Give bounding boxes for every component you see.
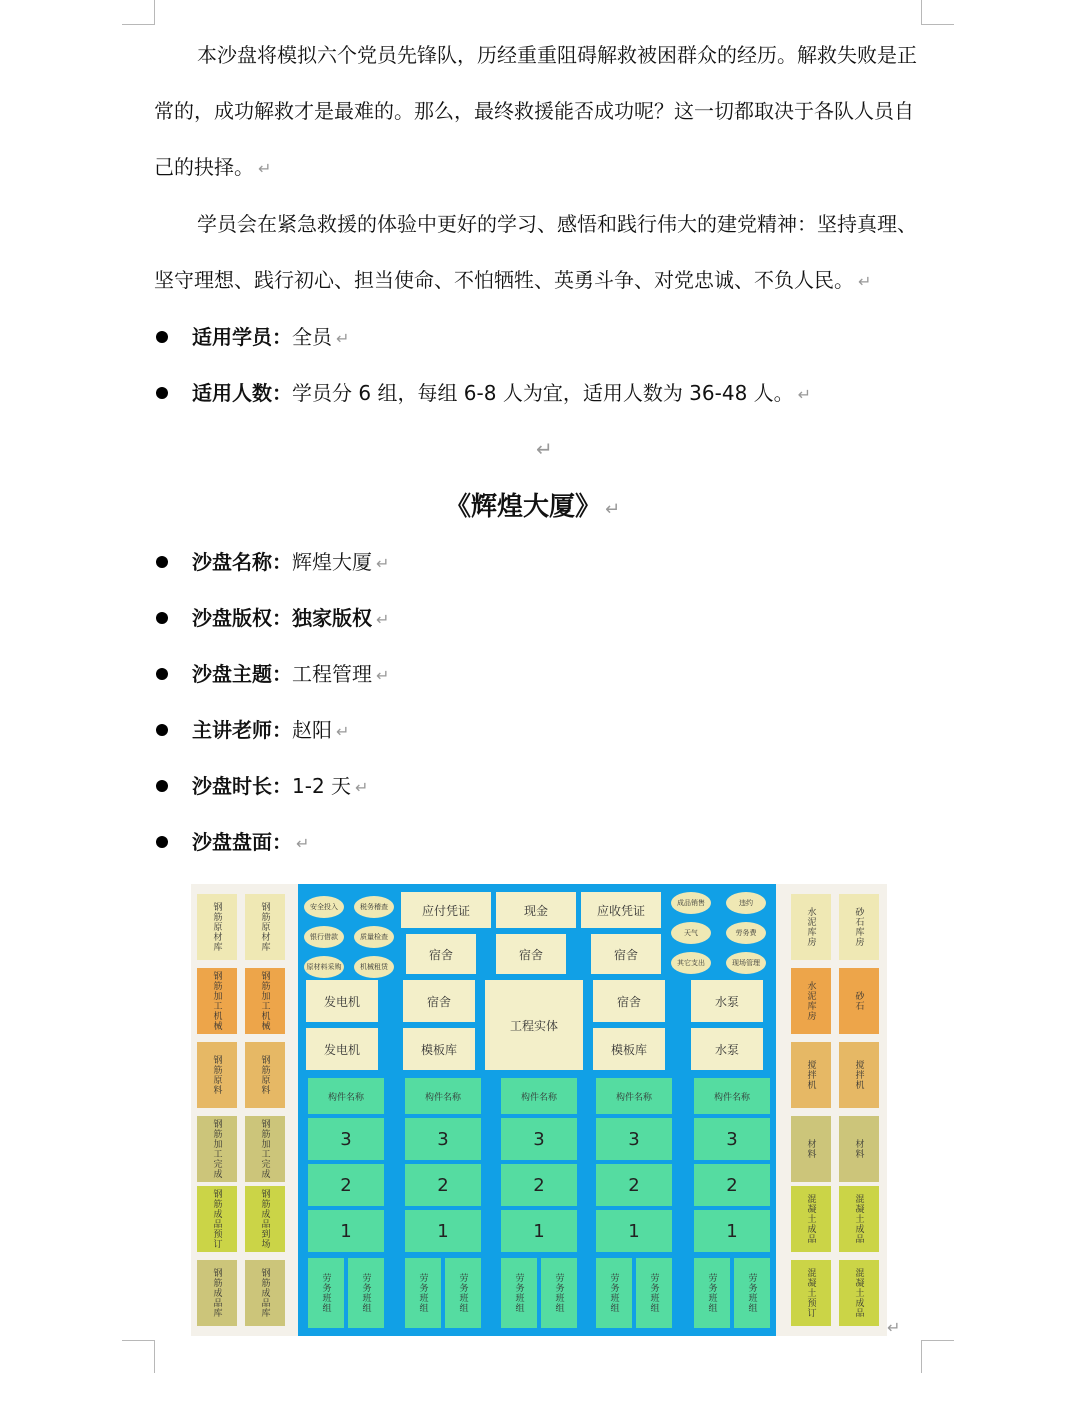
component-name-card: 构件名称	[308, 1078, 384, 1114]
right-column-card: 搅拌机	[839, 1042, 879, 1108]
left-column-card: 钢筋成品库	[245, 1260, 285, 1326]
paragraph-mark: ↵	[355, 778, 369, 797]
bullet-label: 适用学员：	[192, 325, 292, 349]
intro-paragraph-2-text: 学员会在紧急救援的体验中更好的学习、感悟和践行伟大的建党精神：坚持真理、坚守理想、践行初心、担当使命、不怕牺牲、英勇斗争、对党忠诚、不负人民。	[154, 212, 917, 292]
labor-team-card: 劳务班组	[348, 1258, 384, 1328]
labor-team-card: 劳务班组	[445, 1258, 481, 1328]
event-oval-card: 质量检查	[354, 926, 394, 948]
section-title-text: 《辉煌大厦》	[444, 492, 601, 522]
right-column-card: 混凝土成品	[839, 1260, 879, 1326]
component-name-card: 构件名称	[501, 1078, 577, 1114]
level-3-card: 3	[405, 1118, 481, 1160]
bullet-value: 工程管理	[292, 662, 372, 686]
bullet-label: 适用人数：	[192, 381, 292, 405]
right-column-card: 混凝土成品	[791, 1186, 831, 1252]
left-column-card: 钢筋成品预订	[197, 1186, 237, 1252]
right-column-card: 砂石	[839, 968, 879, 1034]
paragraph-mark: ↵	[336, 722, 350, 741]
event-oval-card: 银行借款	[304, 926, 344, 948]
paragraph-mark: ↵	[376, 554, 390, 573]
bullet-value: 学员分 6 组，每组 6-8 人为宜，适用人数为 36-48 人。	[292, 381, 794, 405]
event-oval-card: 税务稽查	[354, 896, 394, 918]
event-oval-card: 违约	[726, 892, 766, 914]
left-column-card: 钢筋加工机械	[245, 968, 285, 1034]
level-1-card: 1	[308, 1210, 384, 1252]
dorm-card: 宿舍	[403, 980, 475, 1022]
right-column-card: 水泥库房	[791, 894, 831, 960]
empty-paragraph-mark: ↵	[536, 437, 553, 461]
labor-team-card: 劳务班组	[405, 1258, 441, 1328]
component-name-card: 构件名称	[694, 1078, 770, 1114]
crop-mark-bottom-right	[921, 1340, 954, 1373]
labor-team-card: 劳务班组	[308, 1258, 344, 1328]
right-column-card: 水泥库房	[791, 968, 831, 1034]
bullet-dot	[156, 724, 168, 736]
dorm-card: 宿舍	[496, 934, 566, 974]
water-pump-card: 水泵	[691, 1028, 763, 1070]
labor-team-card: 劳务班组	[501, 1258, 537, 1328]
level-3-card: 3	[308, 1118, 384, 1160]
left-column-card: 钢筋加工机械	[197, 968, 237, 1034]
level-2-card: 2	[405, 1164, 481, 1206]
paragraph-mark: ↵	[376, 610, 390, 629]
crop-mark-top-right	[921, 0, 954, 25]
bullet-dot	[156, 331, 168, 343]
bullet-dot	[156, 836, 168, 848]
paragraph-mark: ↵	[858, 272, 872, 291]
event-oval-card: 原材料采购	[304, 956, 344, 978]
bullet-value: 赵阳	[292, 718, 332, 742]
bullet-value: 全员	[292, 325, 332, 349]
level-2-card: 2	[596, 1164, 672, 1206]
bullet-dot	[156, 556, 168, 568]
paragraph-mark: ↵	[797, 385, 812, 404]
intro-paragraph-1	[154, 27, 926, 197]
level-1-card: 1	[694, 1210, 770, 1252]
labor-team-card: 劳务班组	[541, 1258, 577, 1328]
level-2-card: 2	[501, 1164, 577, 1206]
receivable-voucher-card: 应收凭证	[581, 892, 661, 928]
left-column-card: 钢筋原材库	[245, 894, 285, 960]
paragraph-mark: ↵	[887, 1318, 901, 1337]
component-name-card: 构件名称	[596, 1078, 672, 1114]
labor-team-card: 劳务班组	[734, 1258, 770, 1328]
level-3-card: 3	[694, 1118, 770, 1160]
bullet-value: 独家版权	[292, 606, 372, 630]
dorm-card: 宿舍	[593, 980, 665, 1022]
water-pump-card: 水泵	[691, 980, 763, 1022]
labor-team-card: 劳务班组	[694, 1258, 730, 1328]
bullet-dot	[156, 612, 168, 624]
level-1-card: 1	[596, 1210, 672, 1252]
right-column-card: 砂石库房	[839, 894, 879, 960]
bullet-value: 1-2 天	[292, 774, 352, 798]
level-2-card: 2	[308, 1164, 384, 1206]
labor-team-card: 劳务班组	[596, 1258, 632, 1328]
right-column-card: 材料	[791, 1116, 831, 1182]
event-oval-card: 天气	[671, 922, 711, 944]
component-name-card: 构件名称	[405, 1078, 481, 1114]
generator-card: 发电机	[306, 1028, 378, 1070]
level-2-card: 2	[694, 1164, 770, 1206]
paragraph-mark: ↵	[604, 499, 621, 520]
right-column-card: 搅拌机	[791, 1042, 831, 1108]
left-column-card: 钢筋原料	[245, 1042, 285, 1108]
bullet-label: 沙盘版权：	[192, 606, 292, 630]
generator-card: 发电机	[306, 980, 378, 1022]
paragraph-mark: ↵	[258, 159, 272, 178]
crop-mark-top-left	[122, 0, 155, 25]
left-column-card: 钢筋加工完成	[245, 1116, 285, 1182]
event-oval-card: 劳务费	[726, 922, 766, 944]
labor-team-card: 劳务班组	[636, 1258, 672, 1328]
paragraph-mark: ↵	[376, 666, 390, 685]
right-column-card: 混凝土成品	[839, 1186, 879, 1252]
dorm-card: 宿舍	[406, 934, 476, 974]
right-column-card: 混凝土预订	[791, 1260, 831, 1326]
paragraph-mark: ↵	[336, 329, 350, 348]
bullet-dot	[156, 668, 168, 680]
left-column-card: 钢筋成品库	[197, 1260, 237, 1326]
event-oval-card: 安全投入	[304, 896, 344, 918]
left-column-card: 钢筋加工完成	[197, 1116, 237, 1182]
level-3-card: 3	[501, 1118, 577, 1160]
cash-card: 现金	[496, 892, 576, 928]
template-store-card: 模板库	[403, 1028, 475, 1070]
bullet-dot	[156, 780, 168, 792]
level-3-card: 3	[596, 1118, 672, 1160]
intro-paragraph-1-text: 本沙盘将模拟六个党员先锋队，历经重重阻碍解救被困群众的经历。解救失败是正常的，成功解救才是最难的。那么，最终救援能否成功呢？这一切都取决于各队人员自己的抉择。	[154, 43, 917, 179]
event-oval-card: 现场管理	[726, 952, 766, 974]
left-column-card: 钢筋原料	[197, 1042, 237, 1108]
intro-paragraph-2	[154, 196, 926, 310]
payable-voucher-card: 应付凭证	[401, 892, 491, 928]
event-oval-card: 机械租赁	[354, 956, 394, 978]
bullet-label: 沙盘时长：	[192, 774, 292, 798]
dorm-card: 宿舍	[591, 934, 661, 974]
template-store-card: 模板库	[593, 1028, 665, 1070]
bullet-label: 主讲老师：	[192, 718, 292, 742]
paragraph-mark: ↵	[296, 834, 310, 853]
bullet-label: 沙盘主题：	[192, 662, 292, 686]
bullet-value: 辉煌大厦	[292, 550, 372, 574]
right-column-card: 材料	[839, 1116, 879, 1182]
event-oval-card: 成品销售	[671, 892, 711, 914]
bullet-dot	[156, 387, 168, 399]
event-oval-card: 其它支出	[671, 952, 711, 974]
sandbox-board-photo	[191, 884, 887, 1336]
bullet-label: 沙盘盘面：	[192, 830, 292, 854]
bullet-label: 沙盘名称：	[192, 550, 292, 574]
left-column-card: 钢筋原材库	[197, 894, 237, 960]
project-body-card: 工程实体	[485, 980, 583, 1070]
section-title	[0, 486, 1065, 523]
level-1-card: 1	[501, 1210, 577, 1252]
level-1-card: 1	[405, 1210, 481, 1252]
crop-mark-bottom-left	[122, 1340, 155, 1373]
left-column-card: 钢筋成品到场	[245, 1186, 285, 1252]
